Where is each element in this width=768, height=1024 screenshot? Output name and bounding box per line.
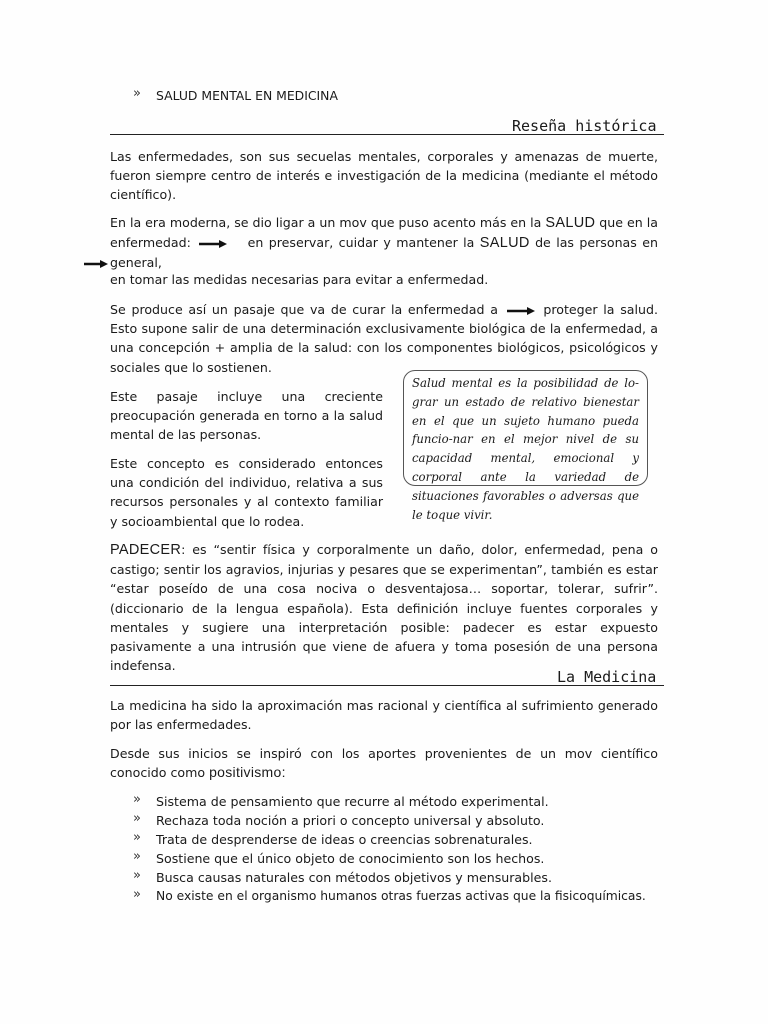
list-item: No existe en el organismo humanos otras fuerzas activas que la fisicoquímicas. — [156, 889, 646, 903]
paragraph-5: Este concepto es considerado entonces una condición del individuo, relativa a sus recursos personales y al contexto familiar y socioambiental que lo rodea. — [110, 456, 383, 529]
paragraph-2-continuation: en tomar las medidas necesarias para evitar a enfermedad. — [110, 272, 489, 287]
definition-quote-box — [403, 370, 648, 522]
bullet-glyph: » — [133, 811, 141, 826]
quote-text: Salud mental es la posibilidad de lo-grar un estado de relativo bienestar en el que un sujeto humano pueda funcio-nar en el mejor nivel de su capacidad mental, emocional y corporal ante la variedad de situaciones favorables o adversas que le toque vivir. — [412, 376, 639, 522]
bullet-glyph: » — [133, 86, 141, 101]
padecer-term: PADECER — [110, 542, 182, 558]
paragraph-4: Este pasaje incluye una creciente preocupación generada en torno a la salud mental de las personas. — [110, 389, 383, 443]
positivismo-term: positivismo: — [209, 764, 286, 781]
list-item: Trata de desprenderse de ideas o creencias sobrenaturales. — [156, 832, 533, 847]
paragraph-6: PADECER: es “sentir física y corporalmente un daño, dolor, enfermedad, pena o castigo; sentir los agravios, injurias y pesares que se experimentan”, también es estar “estar poseído de una cosa nociva o desventajosa… soportar, tolerar, sufrir”. (diccionario de la lengua española). Esta definición incluye fuentes corporales y mentales y sugiere una interpretación posible: padecer es estar expuesto pasivamente a una intrusión que viene de afuera y toma posesión de una persona indefensa. — [110, 542, 658, 674]
section-heading-medicina: La Medicina — [557, 668, 657, 686]
paragraph-2: En la era moderna, se dio ligar a un mov que puso acento más en la SALUD que en la enfermedad: en preservar, cuidar y mantener la SALUD de las personas en general, — [110, 215, 658, 271]
section-heading-resena: Reseña histórica — [512, 117, 657, 135]
arrow-right-icon — [83, 259, 109, 269]
list-item: Busca causas naturales con métodos objetivos y mensurables. — [156, 870, 552, 885]
paragraph-1: Las enfermedades, son sus secuelas mentales, corporales y amenazas de muerte, fueron siempre centro de interés e investigación de la medicina (mediante el método científico). — [110, 149, 658, 203]
list-item: Sostiene que el único objeto de conocimiento son los hechos. — [156, 851, 545, 866]
bullet-glyph: » — [133, 868, 141, 883]
paragraph-7: La medicina ha sido la aproximación mas racional y científica al sufrimiento generado por las enfermedades. — [110, 698, 658, 733]
paragraph-8: Desde sus inicios se inspiró con los aportes provenientes de un mov científico conocido como positivismo: — [110, 746, 658, 781]
salud-term: SALUD — [545, 215, 596, 231]
bullet-glyph: » — [133, 792, 141, 807]
arrow-right-icon — [506, 306, 536, 316]
paragraph-3: Se produce así un pasaje que va de curar la enfermedad a proteger la salud. Esto supone salir de una determinación exclusivamente biológica de la enfermedad, a una concepción + amplia de la salud: con los componentes biológicos, psicológicos y sociales que lo sostienen. — [110, 302, 658, 375]
salud-term: SALUD — [479, 235, 530, 252]
bullet-glyph: » — [133, 849, 141, 864]
arrow-right-icon — [198, 239, 228, 249]
bullet-glyph: » — [133, 887, 141, 902]
bullet-glyph: » — [133, 830, 141, 845]
page-title: SALUD MENTAL EN MEDICINA — [156, 88, 338, 103]
list-item: Rechaza toda noción a priori o concepto universal y absoluto. — [156, 813, 545, 828]
list-item: Sistema de pensamiento que recurre al método experimental. — [156, 794, 549, 809]
